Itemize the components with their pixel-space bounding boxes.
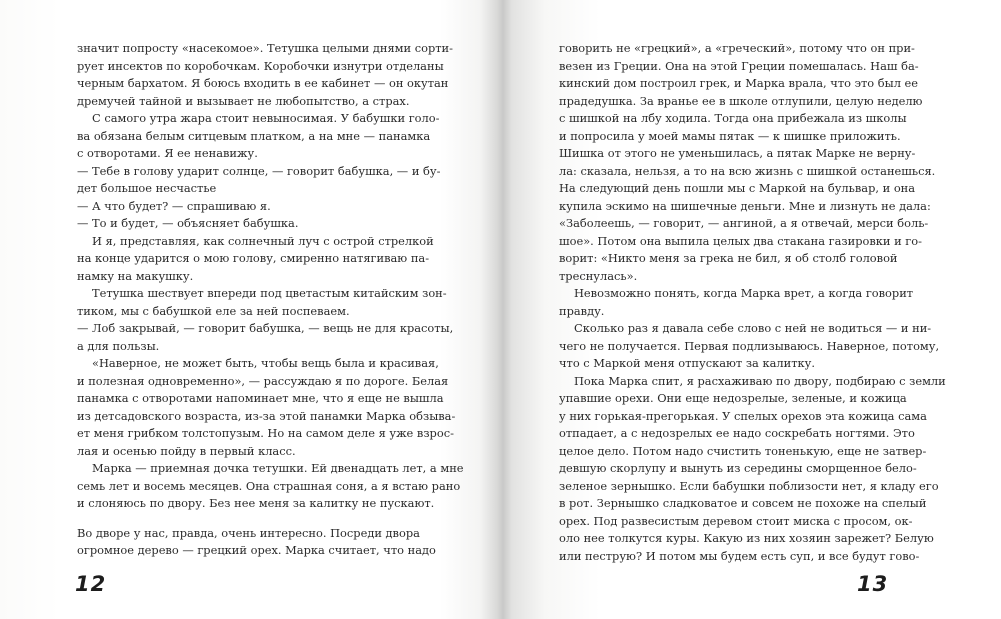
text-line: целое дело. Потом надо счистить тоненькую, еще не затвер-: [559, 443, 927, 458]
text-line: говорить не «грецкий», а «греческий», потому что он при-: [559, 41, 915, 55]
paragraph: [77, 40, 453, 110]
paragraph: [77, 525, 436, 560]
paragraph: [77, 163, 441, 198]
text-line: орех. Под развесистым деревом стоит миска с просом, ок-: [559, 513, 913, 528]
text-line: с отворотами. Я ее ненавижу.: [77, 146, 258, 160]
text-line: дремучей тайной и вызывает не любопытство, а страх.: [77, 93, 410, 108]
text-line: тиком, мы с бабушкой еле за ней поспеваем.: [77, 303, 350, 318]
text-line: «Наверное, не может быть, чтобы вещь была и красивая,: [92, 356, 439, 370]
text-line: упавшие орехи. Они еще недозрелые, зеленые, и кожица: [559, 391, 907, 405]
text-line: с шишкой на лбу ходила. Тогда она прибежала из школы: [559, 111, 907, 125]
text-line: и слоняюсь по двору. Без нее меня за калитку не пускают.: [77, 496, 435, 510]
text-line: Сколько раз я давала себе слово с ней не водиться — и ни-: [574, 321, 932, 335]
text-line: оло нее толкутся куры. Какую из них хозяин зарежет? Белую: [559, 531, 934, 545]
text-line: На следующий день пошли мы с Маркой на бульвар, и она: [559, 181, 916, 195]
left-page: [77, 40, 464, 560]
text-line: С самого утра жара стоит невыносимая. У бабушки голо-: [92, 111, 440, 125]
text-line: чего не получается. Первая подлизываюсь. Наверное, потому,: [559, 338, 940, 353]
paragraph: [559, 320, 940, 373]
paragraph: [77, 285, 447, 320]
text-line: панамка с отворотами напоминает мне, что я еще не вышла: [77, 391, 444, 405]
text-line: — То и будет, — объясняет бабушка.: [77, 216, 299, 230]
paragraph: [77, 233, 434, 286]
paragraph: [559, 285, 914, 320]
text-line: ет меня грибком толстопузым. Но на самом деле я уже взрос-: [77, 426, 454, 440]
right-page: [559, 40, 946, 563]
paragraph: [77, 320, 454, 355]
text-line: или пеструю? И потом мы будем есть суп, и все будут гово-: [559, 548, 920, 563]
text-line: дет большое несчастье: [77, 181, 217, 195]
paragraph: [77, 110, 440, 163]
text-line: и полезная одновременно», — рассуждаю я по дороге. Белая: [77, 373, 449, 388]
text-line: семь лет и восемь месяцев. Она страшная соня, а я встаю рано: [77, 478, 461, 493]
text-line: что с Маркой меня отпускают за калитку.: [559, 356, 815, 370]
text-line: огромное дерево — грецкий орех. Марка считает, что надо: [77, 543, 436, 557]
text-line: отпадает, а с недозрелых ее надо соскребать ногтями. Это: [559, 426, 915, 440]
text-line: — Тебе в голову ударит солнце, — говорит бабушка, — и бу-: [77, 163, 441, 178]
text-line: везен из Греции. Она на этой Греции помешалась. Наш ба-: [559, 58, 919, 73]
text-line: Пока Марка спит, я расхаживаю по двору, подбираю с земли: [574, 373, 946, 388]
paragraph: [559, 40, 936, 285]
left-page-number: 12: [75, 572, 107, 596]
text-line: девшую скорлупу и вынуть из середины сморщенное бело-: [559, 461, 917, 475]
text-line: Невозможно понять, когда Марка врет, а когда говорит: [574, 286, 914, 300]
text-line: Шишка от этого не уменьшилась, а пятак Марке не верну-: [559, 146, 916, 160]
text-line: купила эскимо на шишечные деньги. Мне и лизнуть не дала:: [559, 198, 931, 213]
text-line: из детсадовского возраста, из-за этой панамки Марка обзыва-: [77, 408, 456, 423]
text-line: черным бархатом. Я боюсь входить в ее кабинет — он окутан: [77, 76, 449, 90]
text-line: Тетушка шествует впереди под цветастым китайским зон-: [92, 286, 447, 300]
text-line: Марка — приемная дочка тетушки. Ей двенадцать лет, а мне: [92, 461, 464, 475]
text-line: намку на макушку.: [77, 268, 194, 283]
paragraph: [77, 355, 456, 460]
paragraph: [77, 198, 399, 216]
text-line: ла: сказала, нельзя, а то на всю жизнь с шишкой останешься.: [559, 163, 936, 178]
text-line: а для пользы.: [77, 338, 160, 353]
section-break: [77, 513, 399, 525]
text-line: шое». Потом она выпила целых два стакана газировки и го-: [559, 233, 922, 248]
text-line: лая и осенью пойду в первый класс.: [77, 443, 296, 458]
text-line: И я, представляя, как солнечный луч с острой стрелкой: [92, 233, 434, 248]
text-line: и попросила у моей мамы пятак — к шишке приложить.: [559, 128, 901, 143]
text-line: рует инсектов по коробочкам. Коробочки изнутри отделаны: [77, 58, 444, 73]
text-line: ва обязана белым ситцевым платком, а на мне — панамка: [77, 128, 431, 143]
text-line: — Лоб закрывай, — говорит бабушка, — вещь не для красоты,: [77, 321, 454, 335]
text-line: в рот. Зернышко сладковатое и совсем не похоже на спелый: [559, 496, 927, 510]
text-line: «Заболеешь, — говорит, — ангиной, а я отвечай, мерси боль-: [559, 216, 929, 230]
text-line: кинский дом построил грек, и Марка врала, что это был ее: [559, 76, 919, 90]
text-line: треснулась».: [559, 268, 638, 283]
text-line: на конце ударится о мою голову, смиренно натягиваю па-: [77, 251, 430, 265]
text-line: ворит: «Никто меня за грека не бил, я об столб головой: [559, 251, 898, 265]
paragraph: [77, 460, 464, 513]
paragraph: [77, 215, 399, 233]
text-line: — А что будет? — спрашиваю я.: [77, 198, 271, 213]
right-page-number: 13: [857, 572, 889, 596]
text-line: прадедушка. За вранье ее в школе отлупили, целую неделю: [559, 93, 923, 108]
text-line: Во дворе у нас, правда, очень интересно. Посреди двора: [77, 525, 420, 540]
text-line: правду.: [559, 303, 605, 318]
text-line: значит попросту «насекомое». Тетушка целыми днями сорти-: [77, 41, 453, 55]
text-line: зеленое зернышко. Если бабушки поблизости нет, я кладу его: [559, 478, 939, 493]
text-line: у них горькая-прегорькая. У спелых орехов эта кожица сама: [559, 408, 927, 423]
paragraph: [559, 373, 946, 566]
